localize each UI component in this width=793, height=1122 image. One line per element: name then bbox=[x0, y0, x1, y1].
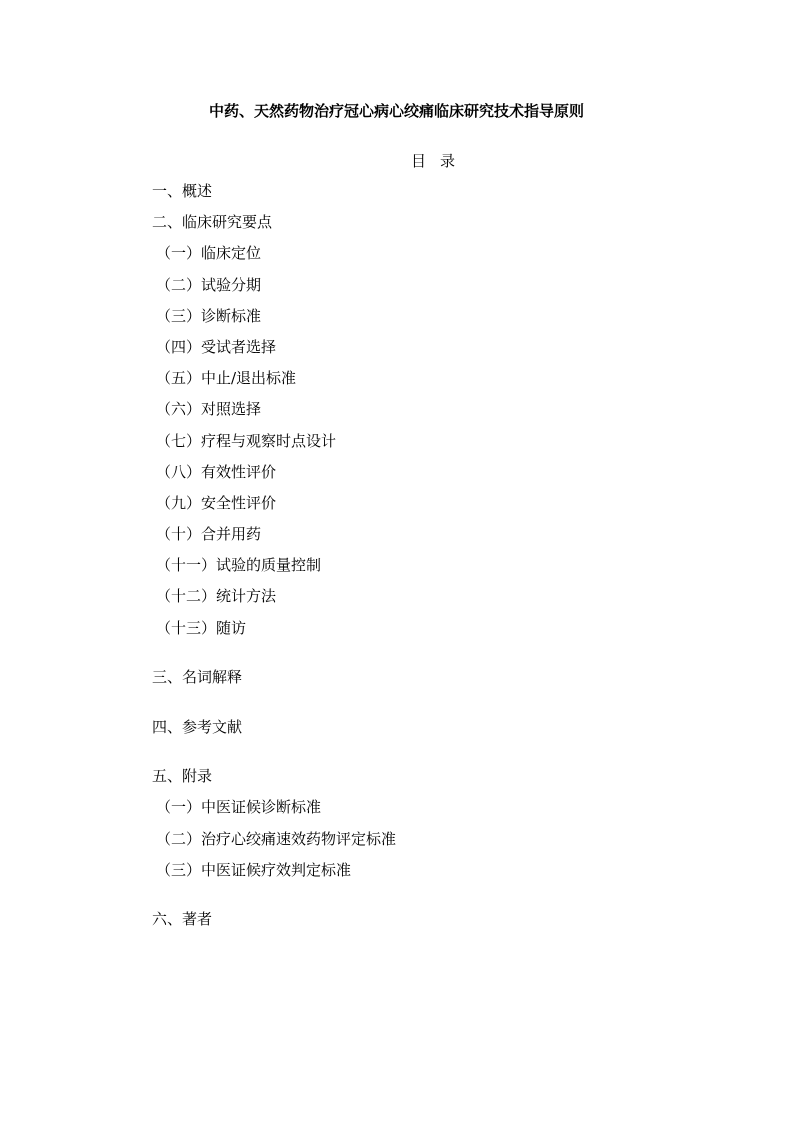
toc-subitem-diagnostic-criteria: （三）诊断标准 bbox=[156, 306, 262, 325]
toc-subitem-withdrawal-criteria: （五）中止/退出标准 bbox=[156, 369, 297, 388]
toc-subitem-rapid-acting-drug-criteria: （二）治疗心绞痛速效药物评定标准 bbox=[156, 829, 397, 848]
toc-item-authors: 六、著者 bbox=[152, 910, 213, 929]
toc-item-glossary: 三、名词解释 bbox=[152, 668, 243, 687]
toc-subitem-course-observation: （七）疗程与观察时点设计 bbox=[156, 431, 337, 450]
toc-subitem-efficacy-evaluation: （八）有效性评价 bbox=[156, 462, 277, 481]
toc-item-references: 四、参考文献 bbox=[152, 717, 243, 736]
table-of-contents bbox=[152, 180, 712, 939]
toc-subitem-tcm-efficacy-criteria: （三）中医证候疗效判定标准 bbox=[156, 860, 352, 879]
toc-item-appendix: 五、附录 bbox=[152, 767, 213, 786]
toc-item-clinical-research-points: 二、临床研究要点 bbox=[152, 213, 273, 232]
toc-heading: 目录 bbox=[410, 152, 469, 170]
toc-subitem-trial-phases: （二）试验分期 bbox=[156, 275, 262, 294]
toc-subitem-clinical-positioning: （一）临床定位 bbox=[156, 244, 262, 263]
toc-subitem-control-selection: （六）对照选择 bbox=[156, 400, 262, 419]
toc-subitem-statistical-methods: （十二）统计方法 bbox=[156, 587, 277, 606]
toc-subitem-follow-up: （十三）随访 bbox=[156, 618, 247, 637]
toc-subitem-concomitant-medication: （十）合并用药 bbox=[156, 525, 262, 544]
toc-subitem-quality-control: （十一）试验的质量控制 bbox=[156, 556, 322, 575]
toc-subitem-safety-evaluation: （九）安全性评价 bbox=[156, 493, 277, 512]
page-title: 中药、天然药物治疗冠心病心绞痛临床研究技术指导原则 bbox=[208, 102, 584, 120]
toc-subitem-tcm-syndrome-diagnosis: （一）中医证候诊断标准 bbox=[156, 798, 322, 817]
toc-item-overview: 一、概述 bbox=[152, 182, 213, 200]
toc-subitem-subject-selection: （四）受试者选择 bbox=[156, 337, 277, 356]
